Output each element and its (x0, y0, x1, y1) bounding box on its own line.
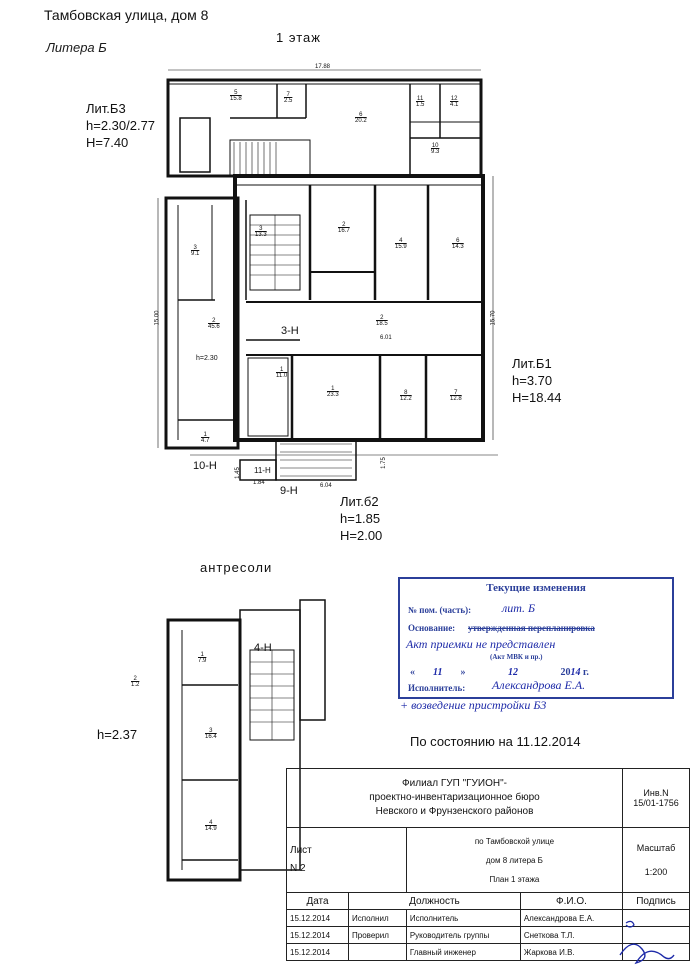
lit-b3-h: h=2.30/2.77 (86, 118, 156, 133)
col-date: Дата (287, 893, 349, 910)
dim-left: 15.00 (154, 310, 161, 326)
room-label: 3 13.3 (255, 226, 267, 238)
inv-cell (623, 769, 690, 828)
room-label: 2 18.5 (376, 315, 388, 327)
lit-b2-H: H=2.00 (340, 528, 383, 543)
dim-175: 1.75 (380, 457, 387, 469)
col-sign: Подпись (623, 893, 690, 910)
stamp-room-label: № пом. (часть): (408, 605, 472, 615)
stamp-room-value: лит. Б (502, 601, 536, 615)
mezzanine-title: антресоли (200, 560, 273, 575)
room-label: 7 2.5 (284, 92, 293, 104)
exit-11: 11-Н (254, 466, 271, 475)
sheet-label: Лист (290, 845, 312, 856)
row-role (349, 944, 407, 961)
stamp-reason-label: Основание: (408, 623, 456, 633)
lit-b1-H: H=18.44 (512, 390, 562, 405)
room-label: 6 14.3 (452, 238, 464, 250)
changes-stamp (398, 577, 674, 699)
row-date: 15.12.2014 (287, 910, 349, 927)
room-label: 1 23.3 (327, 386, 339, 398)
dim-184: 1.84 (253, 480, 265, 486)
litera-title: Литера Б (46, 40, 107, 55)
stamp-title: Текущие изменения (486, 582, 586, 594)
org-line-1: Филиал ГУП "ГУИОН"- (402, 778, 507, 789)
address-title: Тамбовская улица, дом 8 (44, 7, 209, 23)
dim-601: 6.01 (380, 335, 392, 341)
scale-value: 1:200 (644, 867, 668, 877)
sheet-cell (287, 828, 407, 893)
exit-3: 3-Н (281, 325, 299, 337)
col-duty: Должность (349, 893, 521, 910)
row-date: 15.12.2014 (287, 927, 349, 944)
row-fio: Снеткова Т.Л. (520, 927, 622, 944)
lit-b2-name: Лит.б2 (340, 494, 379, 509)
room-label: 7 12.8 (450, 390, 462, 402)
mezzanine-height: h=2.37 (97, 727, 138, 742)
room-label: 3 16.4 (205, 728, 217, 740)
lit-b1-h: h=3.70 (512, 373, 553, 388)
org-line-2: проектно-инвентаризационное бюро (369, 792, 540, 803)
scale-label: Масштаб (636, 843, 676, 853)
room-label: 4 15.9 (395, 238, 407, 250)
exit-9: 9-Н (280, 485, 298, 497)
room-label: 10 9.3 (431, 143, 440, 155)
stamp-reason-hand: Акт приемки не представлен (406, 637, 556, 651)
lit-b1-name: Лит.Б1 (512, 356, 552, 371)
org-cell (287, 769, 623, 828)
dim-right: 15.70 (490, 310, 497, 326)
row-duty: Исполнитель (406, 910, 520, 927)
row-duty: Главный инженер (406, 944, 520, 961)
room-label: 6 20.2 (355, 112, 367, 124)
dim-604: 6.04 (320, 483, 332, 489)
floor-title: 1 этаж (276, 30, 321, 45)
row-role: Исполнил (349, 910, 407, 927)
stamp-sub: (Акт МВК и пр.) (490, 653, 543, 661)
row-date: 15.12.2014 (287, 944, 349, 961)
lit-b3-name: Лит.Б3 (86, 101, 126, 116)
inv-value: 15/01-1756 (633, 798, 679, 808)
row-fio: Жаркова И.В. (520, 944, 622, 961)
dim-145: 1.45 (234, 467, 241, 479)
dim-top: 17.88 (315, 64, 331, 70)
stamp-executor-hand: Александрова Е.А. (492, 678, 586, 692)
addr-line-2: дом 8 литера Б (485, 855, 543, 865)
row-role: Проверил (349, 927, 407, 944)
row-fio: Александрова Е.А. (520, 910, 622, 927)
stamp-date: « 11 » 12 2014 г. (410, 667, 589, 678)
stamp-reason-struck: утвержденная перепланировка (468, 623, 595, 633)
inv-label: Инв.N (643, 788, 669, 798)
room-label: 12 4.1 (450, 96, 459, 108)
address-cell (406, 828, 622, 893)
exit-10: 10-Н (193, 460, 217, 472)
addr-line-3: План 1 этажа (489, 874, 540, 884)
addr-line-1: по Тамбовской улице (474, 836, 555, 846)
sheet-value: N 2 (290, 863, 306, 874)
room-label: 4 14.9 (205, 820, 217, 832)
handwritten-note: + возведение пристройки Б3 (400, 698, 547, 712)
stamp-executor-label: Исполнитель: (408, 683, 466, 693)
org-line-3: Невского и Фрунзенского районов (375, 806, 534, 817)
room-label: 1 11.0 (276, 367, 288, 379)
room-label: 1 7.9 (198, 652, 207, 664)
row-duty: Руководитель группы (406, 927, 520, 944)
col-fio: Ф.И.О. (520, 893, 622, 910)
lit-b3-H: H=7.40 (86, 135, 129, 150)
room-label: 2 1.2 (131, 676, 140, 688)
room-label: 3 9.1 (191, 245, 200, 257)
room-label: 1 4.7 (201, 432, 210, 444)
signature-marks (600, 915, 690, 970)
room-label: 11 1.5 (416, 96, 425, 108)
exit-4: 4-Н (254, 642, 272, 654)
room-label: 5 15.8 (230, 90, 242, 102)
state-date: По состоянию на 11.12.2014 (410, 734, 581, 749)
height-b3: h=2.30 (196, 355, 218, 362)
lit-b2-h: h=1.85 (340, 511, 381, 526)
room-label: 8 12.2 (400, 390, 412, 402)
room-label: 2 16.7 (338, 222, 350, 234)
room-label: 2 45.6 (208, 318, 220, 330)
scale-cell (623, 828, 690, 893)
